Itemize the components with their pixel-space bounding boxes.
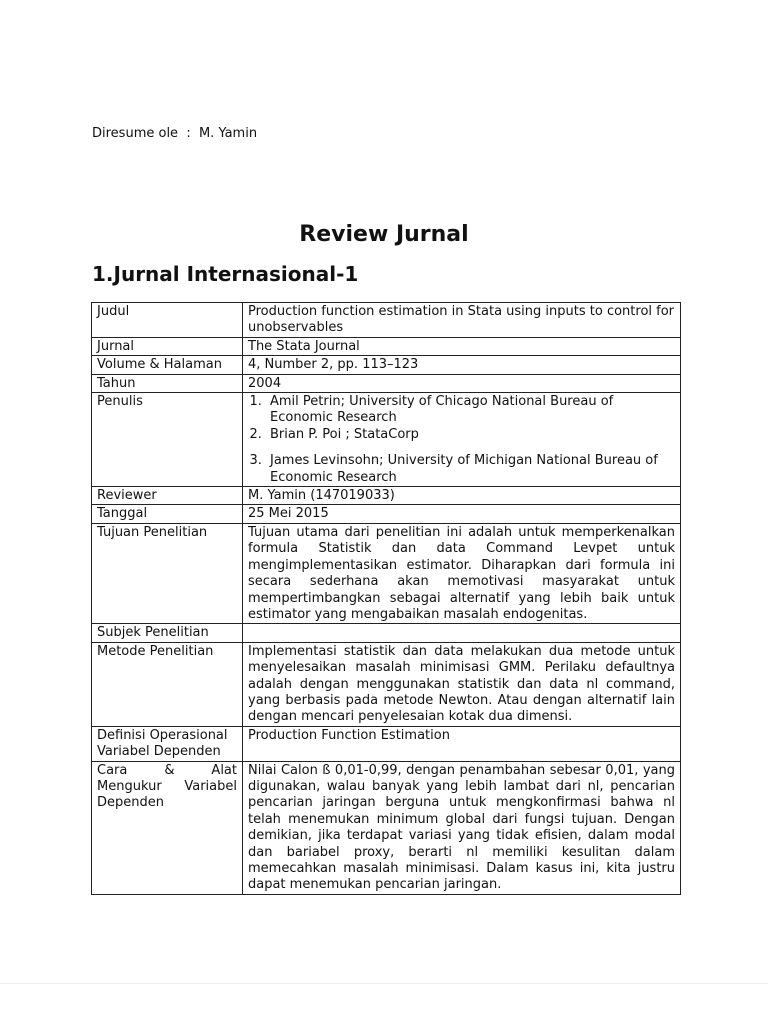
table-row-tanggal <box>92 505 681 523</box>
table-row-definisi <box>92 726 681 761</box>
table-row-tujuan <box>92 523 681 623</box>
author-item: 2. Brian P. Poi ; StataCorp <box>266 427 675 443</box>
row-label: Cara & Alat Mengukur Variabel Dependen <box>92 761 243 894</box>
row-label: Tanggal <box>92 505 243 523</box>
row-label: Subjek Penelitian <box>92 624 243 642</box>
row-value: 2004 <box>243 374 681 392</box>
row-label: Volume & Halaman <box>92 356 243 374</box>
row-value: 25 Mei 2015 <box>243 505 681 523</box>
row-label: Penulis <box>92 393 243 487</box>
row-label: Jurnal <box>92 337 243 355</box>
row-label: Reviewer <box>92 487 243 505</box>
table-row-metode <box>92 642 681 726</box>
row-value: M. Yamin (147019033) <box>243 487 681 505</box>
author-list <box>248 394 675 443</box>
row-label: Definisi Operasional Variabel Dependen <box>92 726 243 761</box>
table-row-judul <box>92 303 681 338</box>
row-label: Tujuan Penelitian <box>92 523 243 623</box>
row-value: Implementasi statistik dan data melakukan dua metode untuk menyelesaikan masalah minimisasi GMM. Perilaku defaultnya adalah dengan menggunakan statistik dan data nl command, yang berbasis pada metode Newton. Atau dengan alternatif lain dengan mencari penyelesaian kotak dua dimensi. <box>243 642 681 726</box>
row-value <box>243 624 681 642</box>
author-item: 3. James Levinsohn; University of Michigan National Bureau of Economic Research <box>266 453 675 486</box>
resume-author-line: Diresume ole : M. Yamin <box>92 126 258 141</box>
row-value: 4, Number 2, pp. 113–123 <box>243 356 681 374</box>
row-label: Tahun <box>92 374 243 392</box>
table-row-cara <box>92 761 681 894</box>
row-label: Judul <box>92 303 243 338</box>
row-value: Production Function Estimation <box>243 726 681 761</box>
table-row-penulis <box>92 393 681 487</box>
section-heading: 1.Jurnal Internasional-1 <box>92 262 359 286</box>
row-value: The Stata Journal <box>243 337 681 355</box>
table-row-volume <box>92 356 681 374</box>
table-row-jurnal <box>92 337 681 355</box>
row-label: Metode Penelitian <box>92 642 243 726</box>
row-value: Tujuan utama dari penelitian ini adalah untuk memperkenalkan formula Statistik dan data Command Levpet untuk mengimplementasikan estimator. Diharapkan dari formula ini secara sederhana akan memotivasi masyarakat untuk mempertimbangkan sebagai alternatif yang lebih baik untuk estimator yang mengabaikan masalah endogenitas. <box>243 523 681 623</box>
page-title: Review Jurnal <box>299 222 469 247</box>
row-value: Nilai Calon ß 0,01-0,99, dengan penambahan sebesar 0,01, yang digunakan, walau banyak yang lebih lambat dari nl, pencarian pencarian jaringan berguna untuk mengkonfirmasi bahwa nl telah menemukan minimum global dari fungsi tujuan. Dengan demikian, jika terdapat variasi yang tidak efisien, dalam modal dan bariabel proxy, berarti nl memiliki kesulitan dalam memecahkan masalah minimisasi. Dalam kasus ini, kita justru dapat menemukan pencarian jaringan. <box>243 761 681 894</box>
page-bottom-edge <box>0 983 768 1024</box>
row-value: Production function estimation in Stata using inputs to control for unobservables <box>243 303 681 338</box>
table-row-tahun <box>92 374 681 392</box>
row-value <box>243 393 681 487</box>
table-row-reviewer <box>92 487 681 505</box>
table-row-subjek <box>92 624 681 642</box>
author-list <box>248 453 675 486</box>
author-item: 1. Amil Petrin; University of Chicago National Bureau of Economic Research <box>266 394 675 427</box>
review-table <box>91 302 681 895</box>
